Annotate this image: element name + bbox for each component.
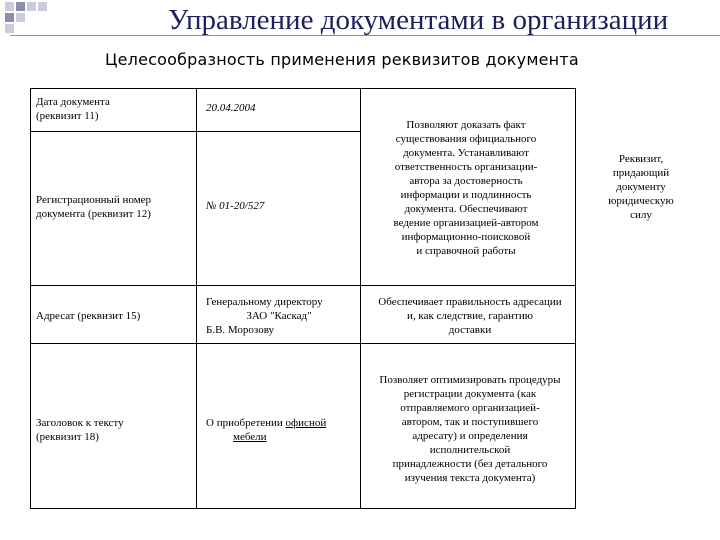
- text-line: регистрации документа (как: [403, 388, 537, 400]
- text-line: Реквизит,: [618, 153, 664, 165]
- table-border: [360, 88, 361, 509]
- text-line: информации и подлинность: [400, 189, 532, 201]
- requisite-example: [206, 416, 326, 444]
- text-line: информационно-поисковой: [401, 231, 531, 243]
- decor-square: [38, 2, 47, 11]
- text-line: ответственность организации-: [394, 161, 538, 173]
- underlined-word: мебели: [233, 431, 267, 443]
- requisite-example: [200, 295, 358, 337]
- text-line: № 01-20/527: [206, 200, 265, 212]
- text-line: Позволяют доказать факт: [406, 119, 526, 131]
- underlined-word: офисной: [285, 417, 327, 429]
- text-line: документа. Обеспечивают: [404, 203, 528, 215]
- table-border: [30, 285, 576, 286]
- text-line: ведение организацией-автором: [393, 217, 539, 229]
- requisite-name: [36, 309, 140, 323]
- text-line: Адресат (реквизит 15): [36, 310, 141, 322]
- text-line: исполнительской: [429, 444, 511, 456]
- requisite-name: [36, 193, 151, 221]
- requisite-purpose: [366, 373, 574, 485]
- table-border: [30, 88, 576, 89]
- table-border: [30, 508, 576, 509]
- text-line: документа. Устанавливают: [403, 147, 529, 159]
- text-line: (реквизит 18): [36, 431, 99, 443]
- requisite-purpose: [366, 295, 574, 337]
- text-line: документу: [616, 181, 666, 193]
- text-line: Обеспечивает правильность адресации: [378, 296, 562, 308]
- text-line: придающий: [612, 167, 670, 179]
- text-line: и справочной работы: [416, 245, 516, 257]
- decor-square: [5, 13, 14, 22]
- text-line: принадлежности (без детального: [392, 458, 548, 470]
- decor-square: [16, 13, 25, 22]
- requisite-example: [206, 101, 256, 115]
- text-line: (реквизит 11): [36, 110, 99, 122]
- decor-square: [27, 2, 36, 11]
- text-line: юридическую: [608, 195, 674, 207]
- decor-square: [5, 24, 14, 33]
- requisite-name: [36, 95, 110, 123]
- text-line: адресату) и определения: [412, 430, 528, 442]
- page-subtitle: Целесообразность применения реквизитов документа: [105, 50, 579, 69]
- text-line: отправляемого организацией-: [400, 402, 540, 414]
- text-line: автора за достоверность: [409, 175, 523, 187]
- legal-force-note: [582, 152, 700, 222]
- table-border: [30, 343, 576, 344]
- text-line: доставки: [448, 324, 492, 336]
- page-title: Управление документами в организации: [168, 4, 669, 36]
- text-line: 20.04.2004: [206, 102, 256, 114]
- requisite-purpose: [366, 118, 566, 258]
- text-segment: О приобретении: [206, 417, 286, 429]
- table-border: [30, 88, 31, 509]
- table-border: [30, 131, 360, 132]
- text-line: Дата документа: [36, 96, 110, 108]
- requisite-name: [36, 416, 124, 444]
- text-line: Позволяет оптимизировать процедуры: [379, 374, 561, 386]
- text-line: документа (реквизит 12): [36, 208, 151, 220]
- text-line: Б.В. Морозову: [206, 324, 275, 336]
- text-line: [206, 430, 326, 444]
- text-line: силу: [630, 209, 652, 221]
- decor-square: [5, 2, 14, 11]
- text-line: существования официального: [395, 133, 537, 145]
- table-border: [575, 88, 576, 509]
- text-line: ЗАО "Каскад": [246, 310, 312, 322]
- text-line: Заголовок к тексту: [36, 417, 124, 429]
- text-line: [206, 416, 326, 430]
- text-line: автором, так и поступившего: [401, 416, 539, 428]
- requisite-example: [206, 199, 264, 213]
- text-line: изучения текста документа): [404, 472, 536, 484]
- decor-square: [16, 2, 25, 11]
- text-line: и, как следствие, гарантию: [407, 310, 533, 322]
- text-line: Регистрационный номер: [36, 194, 152, 206]
- text-line: Генеральному директору: [206, 296, 323, 308]
- table-border: [196, 88, 197, 509]
